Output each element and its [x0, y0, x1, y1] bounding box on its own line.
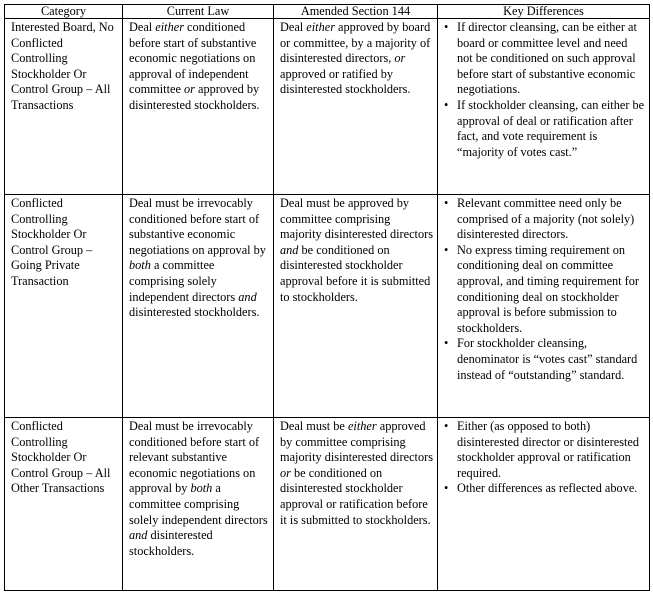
key-differences-cell — [438, 195, 650, 418]
current-law-cell — [123, 195, 274, 418]
current-law-text: disinterested stockholders. — [129, 528, 213, 558]
list-item: • If director cleansing, can be either at board or committee level and need not be conditioned on such approval before start of substantive economic negotiations. — [444, 20, 645, 98]
differences-list — [444, 20, 645, 160]
current-law-emphasis: either — [155, 20, 184, 34]
current-law-emphasis: both — [190, 481, 213, 496]
table-row — [5, 418, 650, 591]
current-law-text: a committee comprising solely independent directors — [129, 481, 268, 527]
table-row — [5, 195, 650, 418]
list-item: • For stockholder cleansing, denominator is “votes cast” standard instead of “outstanding” standard. — [444, 336, 645, 383]
key-differences-cell — [438, 19, 650, 195]
amended-section-cell — [274, 418, 438, 591]
amended-text: approved or ratified by disinterested stockholders. — [280, 66, 411, 97]
current-law-emphasis: and — [238, 289, 257, 304]
header-category: Category — [5, 5, 123, 19]
category-cell: Conflicted Controlling Stockholder Or Control Group – All Other Transactions — [5, 418, 123, 591]
list-item: • Relevant committee need only be comprised of a majority (not solely) disinterested directors. — [444, 196, 645, 243]
current-law-text: Deal must be irrevocably conditioned before start of relevant substantive economic negotiations on approval by — [129, 419, 260, 496]
amended-emphasis: or — [280, 465, 291, 480]
list-item: • Either (as opposed to both) disinterested director or disinterested stockholder approval or ratification required. — [444, 419, 645, 481]
list-item: • If stockholder cleansing, can either be approval of deal or ratification after fact, and vote requirement is “majority of votes cast.” — [444, 98, 645, 160]
amended-text: Deal must be approved by committee comprising majority disinterested directors — [280, 196, 433, 242]
key-differences-cell — [438, 418, 650, 591]
current-law-text: conditioned before start of substantive economic negotiations on approval of independent committee — [129, 20, 257, 97]
amended-section-cell — [274, 19, 438, 195]
amended-emphasis: and — [280, 242, 299, 257]
current-law-emphasis: or — [183, 82, 195, 97]
current-law-cell — [123, 418, 274, 591]
differences-list — [444, 196, 645, 383]
differences-list — [444, 419, 645, 497]
amended-text: approved by board or committee, by a majority of disinterested directors, — [280, 20, 431, 66]
amended-section-cell — [274, 195, 438, 418]
category-cell: Conflicted Controlling Stockholder Or Control Group – Going Private Transaction — [5, 195, 123, 418]
amended-text: be conditioned on disinterested stockholder approval or ratification before it is submitted to stockholders. — [280, 465, 431, 527]
header-key-differences: Key Differences — [438, 5, 650, 19]
amended-text: Deal — [280, 20, 307, 34]
current-law-text: Deal — [129, 20, 156, 34]
list-item: • No express timing requirement on conditioning deal on committee approval, and timing requirement for conditioning deal on stockholder approval is before submission to stockholders. — [444, 243, 645, 337]
amended-text: approved by committee comprising majority disinterested directors — [280, 419, 433, 465]
amended-text: be conditioned on disinterested stockholder approval before it is submitted to stockholders. — [280, 242, 431, 304]
header-current-law: Current Law — [123, 5, 274, 19]
current-law-text: Deal must be irrevocably conditioned before start of substantive economic negotiations on approval by — [129, 196, 266, 257]
amended-text: Deal must be — [280, 419, 348, 433]
current-law-emphasis: both — [129, 258, 151, 273]
comparison-table — [4, 4, 650, 591]
header-amended-section-144: Amended Section 144 — [274, 5, 438, 19]
list-item: • Other differences as reflected above. — [444, 481, 645, 497]
current-law-text: a committee comprising solely independent directors — [129, 258, 239, 304]
header-row — [5, 5, 650, 19]
current-law-emphasis: and — [129, 528, 148, 543]
amended-emphasis: either — [347, 419, 377, 433]
current-law-text: disinterested stockholders. — [129, 305, 260, 320]
category-cell: Interested Board, No Conflicted Controlling Stockholder Or Control Group – All Transactions — [5, 19, 123, 195]
current-law-text: approved by disinterested stockholders. — [129, 82, 260, 112]
amended-emphasis: either — [306, 20, 335, 34]
table-row — [5, 19, 650, 195]
current-law-cell — [123, 19, 274, 195]
amended-emphasis: or — [394, 51, 406, 66]
